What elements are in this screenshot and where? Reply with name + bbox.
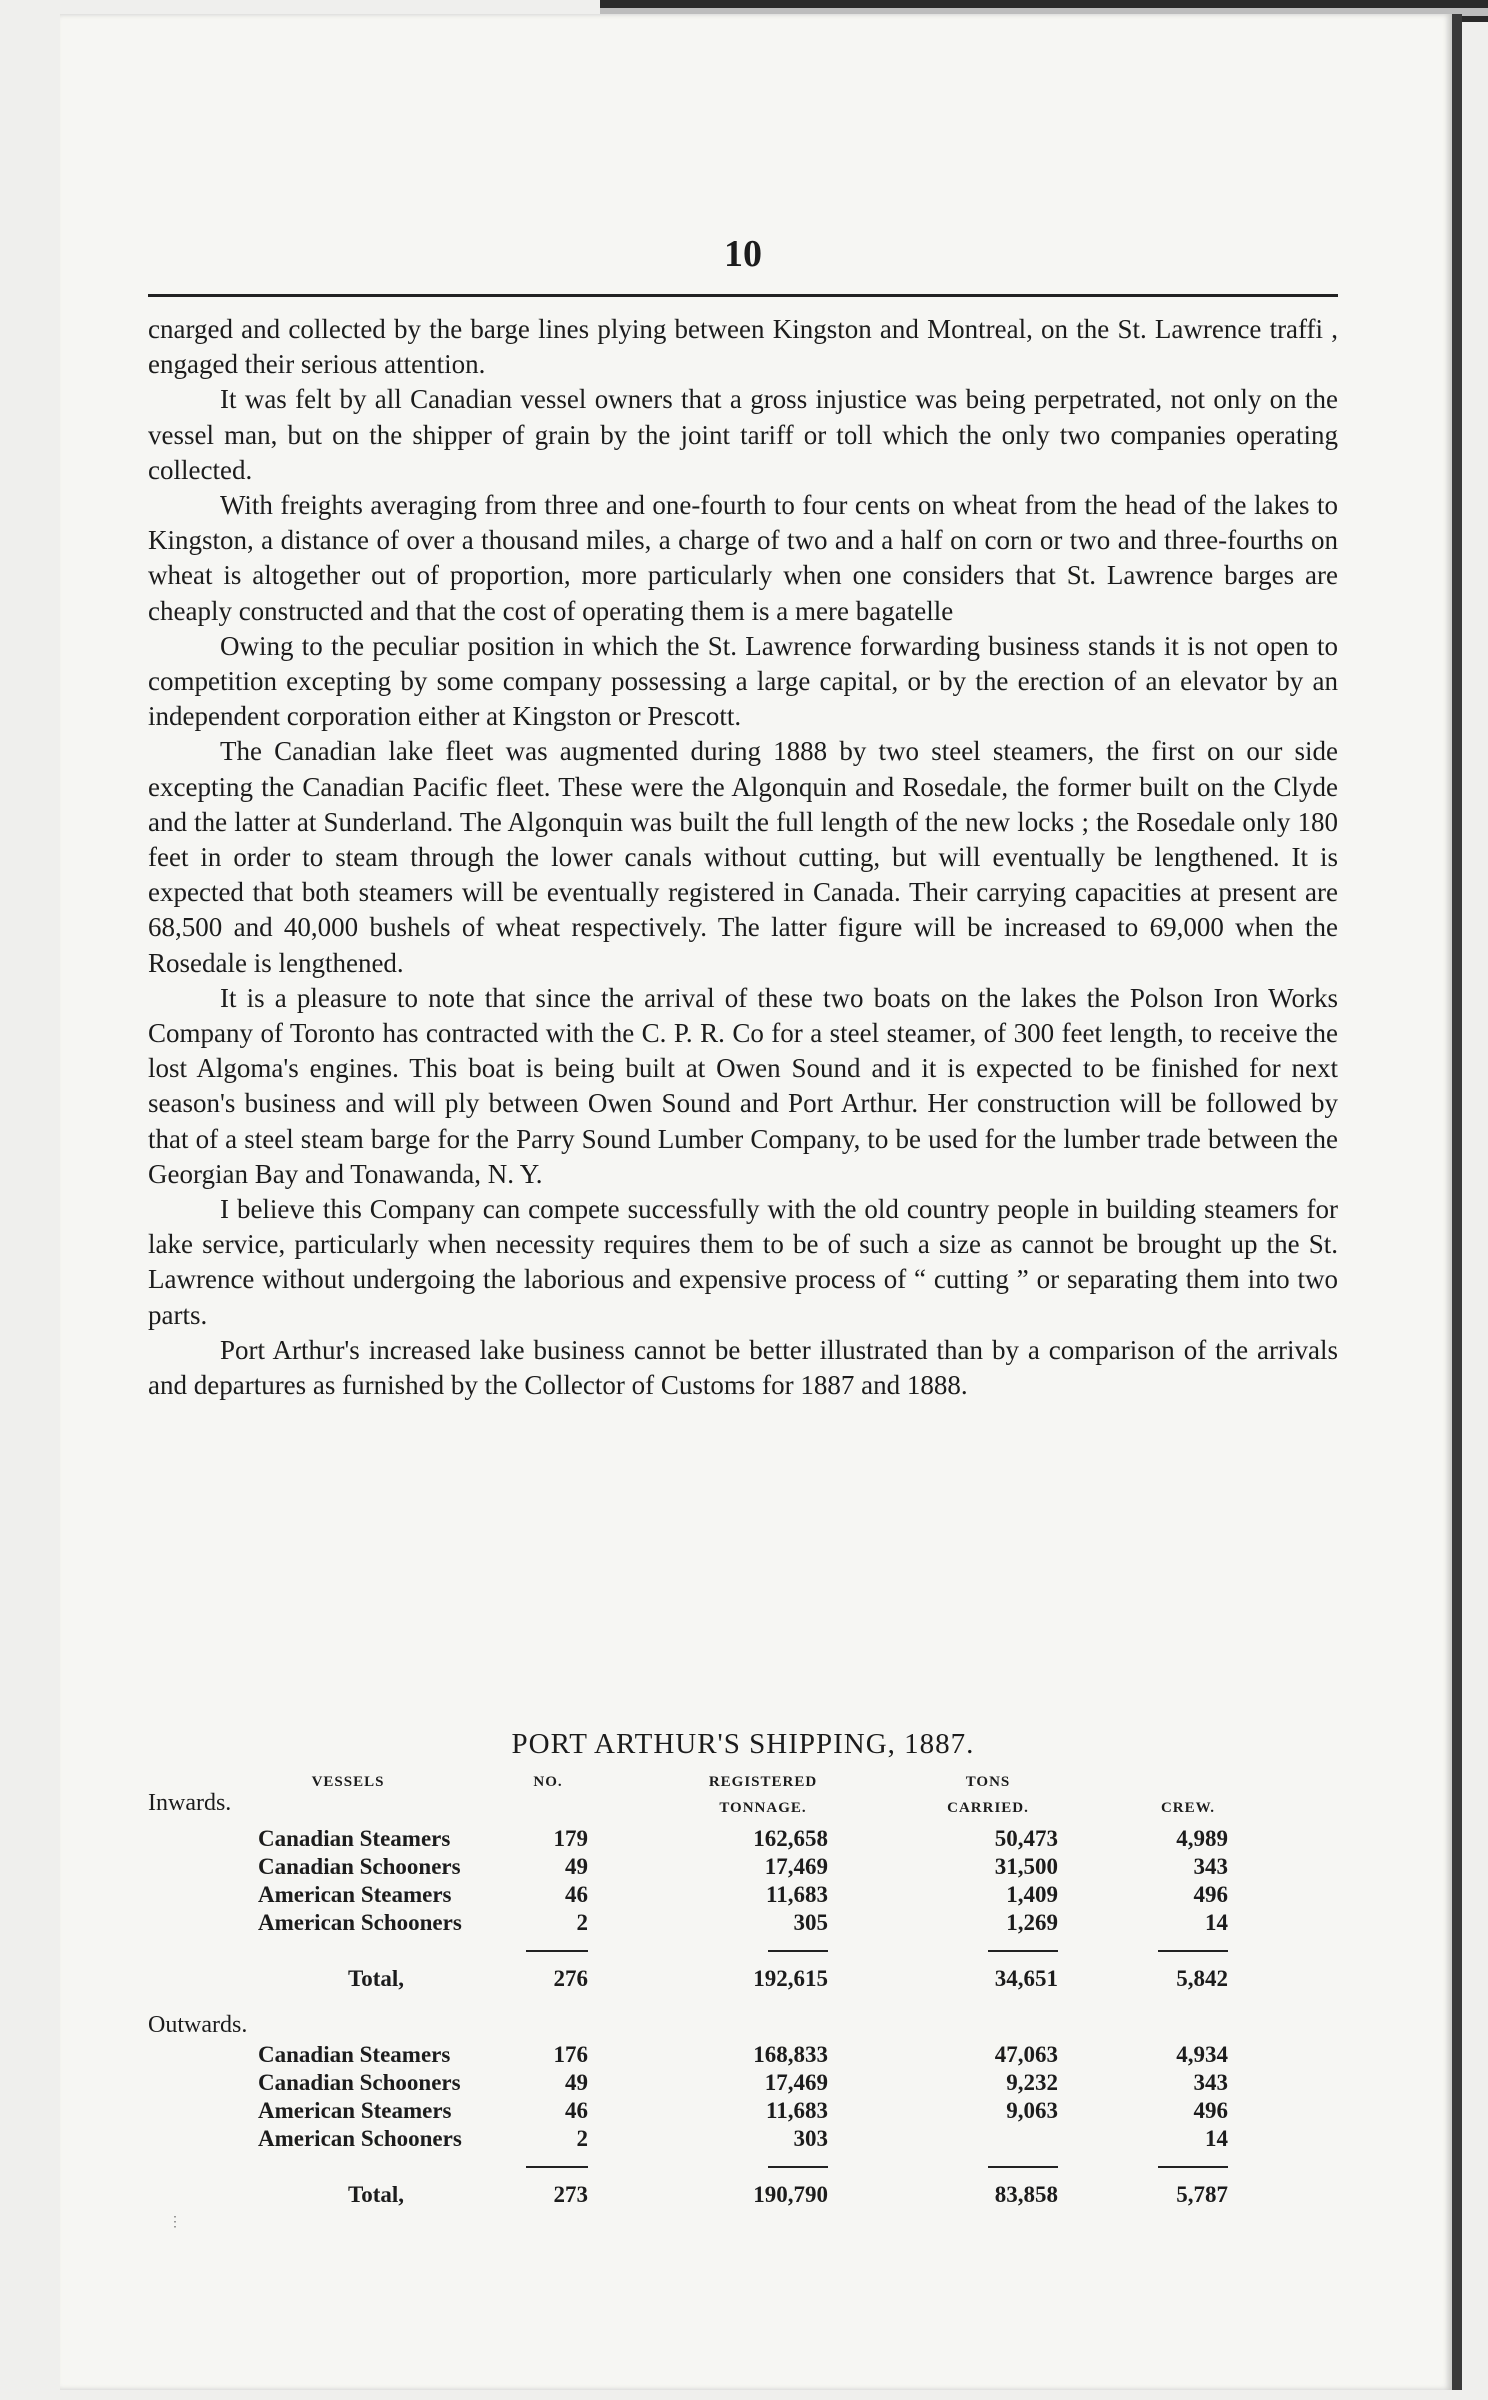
total-rule: [768, 1950, 828, 1952]
total-rule: [1158, 1950, 1228, 1952]
table-row: [148, 2126, 1338, 2154]
paragraph: It was felt by all Canadian vessel owners that a gross injustice was being perpetrated, not only on the vessel man, but on the shipper of grain by the joint tariff or toll which the only two companies operating collected.: [148, 384, 1338, 485]
cell-vessel: Canadian Schooners: [258, 2070, 461, 2095]
cell-vessel: American Schooners: [258, 1910, 462, 1935]
inwards-label: Inwards.: [148, 1790, 232, 1816]
cell-vessel: American Steamers: [258, 2098, 452, 2123]
paragraph: cnarged and collected by the barge lines plying between Kingston and Montreal, on the St. Lawrence traffi , engaged their serious attention.: [148, 314, 1338, 380]
cell-no: 276: [553, 1966, 588, 1991]
cell-crew: 343: [1193, 2070, 1228, 2095]
cell-tonnage: 192,615: [753, 1966, 828, 1991]
table-title: PORT ARTHUR'S SHIPPING, 1887.: [511, 1728, 975, 1760]
cell-crew: 4,989: [1176, 1826, 1228, 1851]
cell-tons: 31,500: [994, 1854, 1058, 1879]
cell-tonnage: 17,469: [764, 1854, 828, 1879]
total-rule: [1158, 2166, 1228, 2168]
cell-no: 273: [553, 2182, 588, 2207]
table-row: [148, 2042, 1338, 2070]
paragraph: The Canadian lake fleet was augmented during 1888 by two steel steamers, the first on our side excepting the Canadian Pacific fleet. These were the Algonquin and Rosedale, the former built on the Clyde and the latter at Sunderland. The Algonquin was built the full length of the new locks ; the Rosedale only 180 feet in order to steam through the lower canals without cutting, but will eventually be lengthened. It is expected that both steamers will be eventually registered in Canada. Their carrying capacities at present are 68,500 and 40,000 bushels of wheat respectively. The latter figure will be increased to 69,000 when the Rosedale is lengthened.: [148, 736, 1338, 978]
cell-no: 179: [553, 1826, 588, 1851]
paragraph: I believe this Company can compete successfully with the old country people in building steamers for lake service, particularly when necessity requires them to be of such a size as cannot be brought up the St. Lawrence without undergoing the laborious and expensive process of “ cutting ” or separating them into two parts.: [148, 1194, 1338, 1330]
header-rule: [148, 294, 1338, 297]
col-header-vessels: VESSELS: [311, 1774, 385, 1790]
total-label: Total,: [348, 2182, 405, 2207]
cell-vessel: Canadian Steamers: [258, 1826, 451, 1851]
total-label: Total,: [348, 1966, 405, 1991]
total-rule: [768, 2166, 828, 2168]
document-page: [60, 14, 1462, 2390]
cell-tons: 83,858: [994, 2182, 1058, 2207]
col-header-crew: CREW.: [1160, 1800, 1216, 1816]
cell-tonnage: 162,658: [753, 1826, 828, 1851]
table-row: [148, 2070, 1338, 2098]
cell-no: 2: [576, 1910, 588, 1935]
col-header-no: NO.: [533, 1774, 563, 1790]
table-row: [148, 2098, 1338, 2126]
cell-crew: 496: [1193, 1882, 1228, 1907]
cell-tons: 9,232: [1006, 2070, 1058, 2095]
cell-crew: 14: [1205, 2126, 1228, 2151]
total-rule: [988, 1950, 1058, 1952]
cell-tons: 9,063: [1006, 2098, 1058, 2123]
total-rule: [526, 2166, 588, 2168]
cell-crew: 496: [1193, 2098, 1228, 2123]
cell-tonnage: 17,469: [764, 2070, 828, 2095]
page-number: 10: [724, 233, 762, 275]
cell-tons: 1,269: [1006, 1910, 1058, 1935]
table-row: [148, 1854, 1338, 1882]
cell-no: 46: [565, 2098, 588, 2123]
paragraph: It is a pleasure to note that since the arrival of these two boats on the lakes the Polson Iron Works Company of Toronto has contracted with the C. P. R. Co for a steel steamer, of 300 feet length, to receive the lost Algoma's engines. This boat is being built at Owen Sound and it is expected to be finished for next season's business and will ply between Owen Sound and Port Arthur. Her construction will be followed by that of a steel steam barge for the Parry Sound Lumber Company, to be used for the lumber trade between the Georgian Bay and Tonawanda, N. Y.: [148, 982, 1338, 1189]
total-rule: [526, 1950, 588, 1952]
cell-no: 176: [553, 2042, 588, 2067]
cell-crew: 5,842: [1176, 1966, 1228, 1991]
cell-crew: 343: [1193, 1854, 1228, 1879]
cell-crew: 14: [1205, 1910, 1228, 1935]
cell-no: 46: [565, 1882, 588, 1907]
cell-vessel: Canadian Steamers: [258, 2042, 451, 2067]
total-row: [148, 2182, 1338, 2210]
paragraph: Port Arthur's increased lake business cannot be better illustrated than by a comparison of the arrivals and departures as furnished by the Collector of Customs for 1887 and 1888.: [148, 1334, 1338, 1401]
cell-tons: 34,651: [994, 1966, 1058, 1991]
table-row: [148, 1826, 1338, 1854]
cell-tons: 50,473: [994, 1826, 1058, 1851]
col-header-tonnage: TONNAGE.: [719, 1800, 807, 1816]
cell-crew: 4,934: [1176, 2042, 1228, 2067]
cell-tons: 47,063: [994, 2042, 1058, 2067]
col-header-tons: TONS: [965, 1774, 1011, 1790]
col-header-registered: REGISTERED: [708, 1774, 818, 1790]
total-rule: [988, 2166, 1058, 2168]
total-row: [148, 1966, 1338, 1994]
col-header-carried: CARRIED.: [947, 1800, 1029, 1816]
cell-tons: 1,409: [1006, 1882, 1058, 1907]
paragraph: Owing to the peculiar position in which the St. Lawrence forwarding business stands it is not open to competition excepting by some company possessing a large capital, or by the erection of an elevator by an independent corporation either at Kingston or Prescott.: [148, 630, 1338, 732]
cell-tonnage: 168,833: [753, 2042, 828, 2067]
table-row: [148, 1910, 1338, 1938]
cell-crew: 5,787: [1176, 2182, 1228, 2207]
cell-vessel: American Steamers: [258, 1882, 452, 1907]
cell-tonnage: 305: [793, 1910, 828, 1935]
cell-tonnage: 303: [793, 2126, 828, 2151]
cell-tonnage: 11,683: [766, 2098, 828, 2123]
table-row: [148, 1882, 1338, 1910]
cell-no: 2: [576, 2126, 588, 2151]
margin-mark: ⋮: [168, 2215, 182, 2230]
cell-vessel: American Schooners: [258, 2126, 462, 2151]
body-text: [148, 312, 1338, 1403]
cell-no: 49: [565, 2070, 588, 2095]
cell-tonnage: 190,790: [753, 2182, 828, 2207]
cell-tonnage: 11,683: [766, 1882, 828, 1907]
cell-no: 49: [565, 1854, 588, 1879]
cell-vessel: Canadian Schooners: [258, 1854, 461, 1879]
paragraph: With freights averaging from three and one-fourth to four cents on wheat from the head of the lakes to Kingston, a distance of over a thousand miles, a charge of two and a half on corn or two and three-fourths on wheat is altogether out of proportion, more particularly when one considers that St. Lawrence barges are cheaply constructed and that the cost of operating them is a mere bagatelle: [148, 490, 1338, 626]
outwards-label: Outwards.: [148, 2012, 248, 2038]
